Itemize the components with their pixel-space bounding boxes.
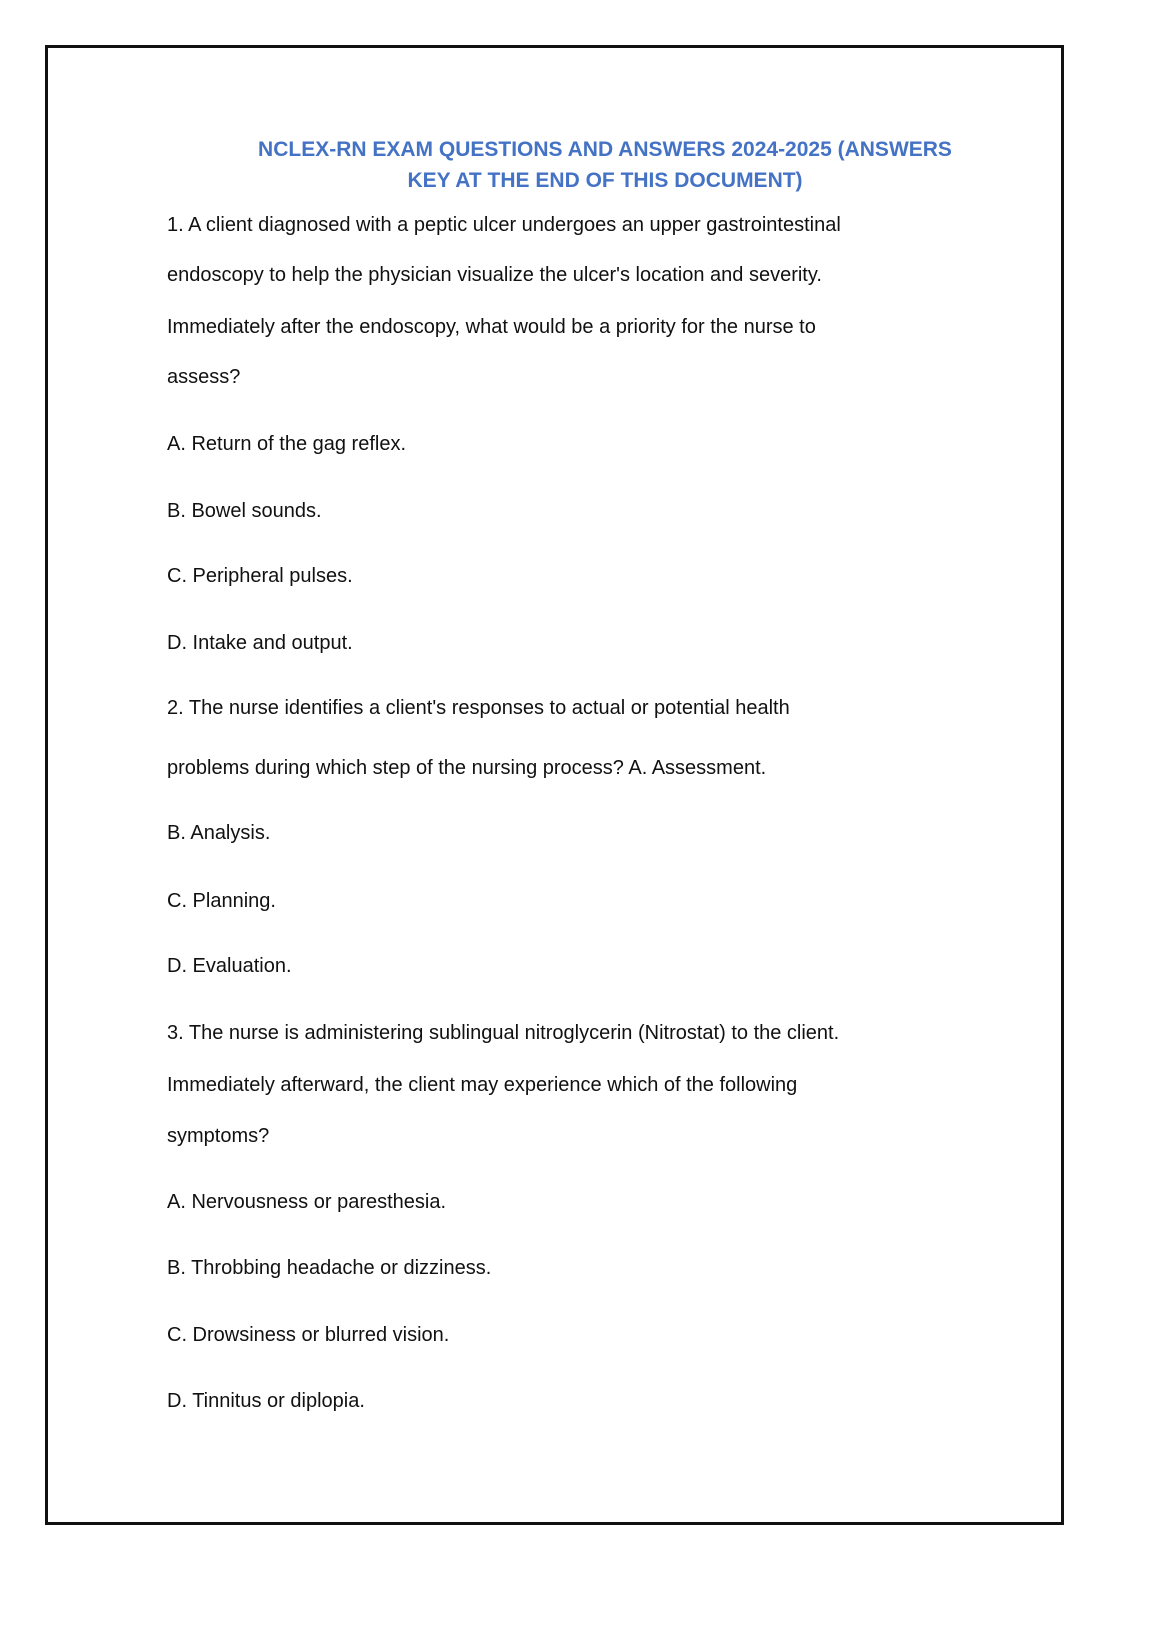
question-1-option-c: C. Peripheral pulses. (167, 565, 353, 587)
question-2-option-d: D. Evaluation. (167, 955, 292, 977)
question-3-option-a: A. Nervousness or paresthesia. (167, 1191, 447, 1213)
question-1-text: 1. A client diagnosed with a peptic ulcer undergoes an upper gastrointestinal (167, 214, 841, 236)
question-3-text: 3. The nurse is administering sublingual nitroglycerin (Nitrostat) to the client. (167, 1022, 840, 1044)
question-3-text: Immediately afterward, the client may experience which of the following (167, 1074, 798, 1096)
title-line-1: NCLEX-RN EXAM QUESTIONS AND ANSWERS 2024-2025 (ANSWERS (258, 138, 952, 161)
question-1-text: assess? (167, 366, 241, 388)
question-1-option-d: D. Intake and output. (167, 632, 353, 654)
question-3-option-c: C. Drowsiness or blurred vision. (167, 1324, 450, 1346)
question-2-option-c: C. Planning. (167, 890, 276, 912)
question-2-option-b: B. Analysis. (167, 822, 271, 844)
question-3-option-d: D. Tinnitus or diplopia. (167, 1390, 365, 1412)
question-1-option-b: B. Bowel sounds. (167, 500, 322, 522)
question-1-text: Immediately after the endoscopy, what would be a priority for the nurse to (167, 316, 816, 338)
question-1-option-a: A. Return of the gag reflex. (167, 433, 407, 455)
title-line-2: KEY AT THE END OF THIS DOCUMENT) (407, 169, 803, 192)
question-3-option-b: B. Throbbing headache or dizziness. (167, 1257, 492, 1279)
question-2-text: 2. The nurse identifies a client's responses to actual or potential health (167, 697, 790, 719)
document-title (100, 134, 1110, 196)
question-3-text: symptoms? (167, 1125, 270, 1147)
question-2-text: problems during which step of the nursing process? A. Assessment. (167, 757, 767, 779)
question-1-text: endoscopy to help the physician visualize the ulcer's location and severity. (167, 264, 822, 286)
